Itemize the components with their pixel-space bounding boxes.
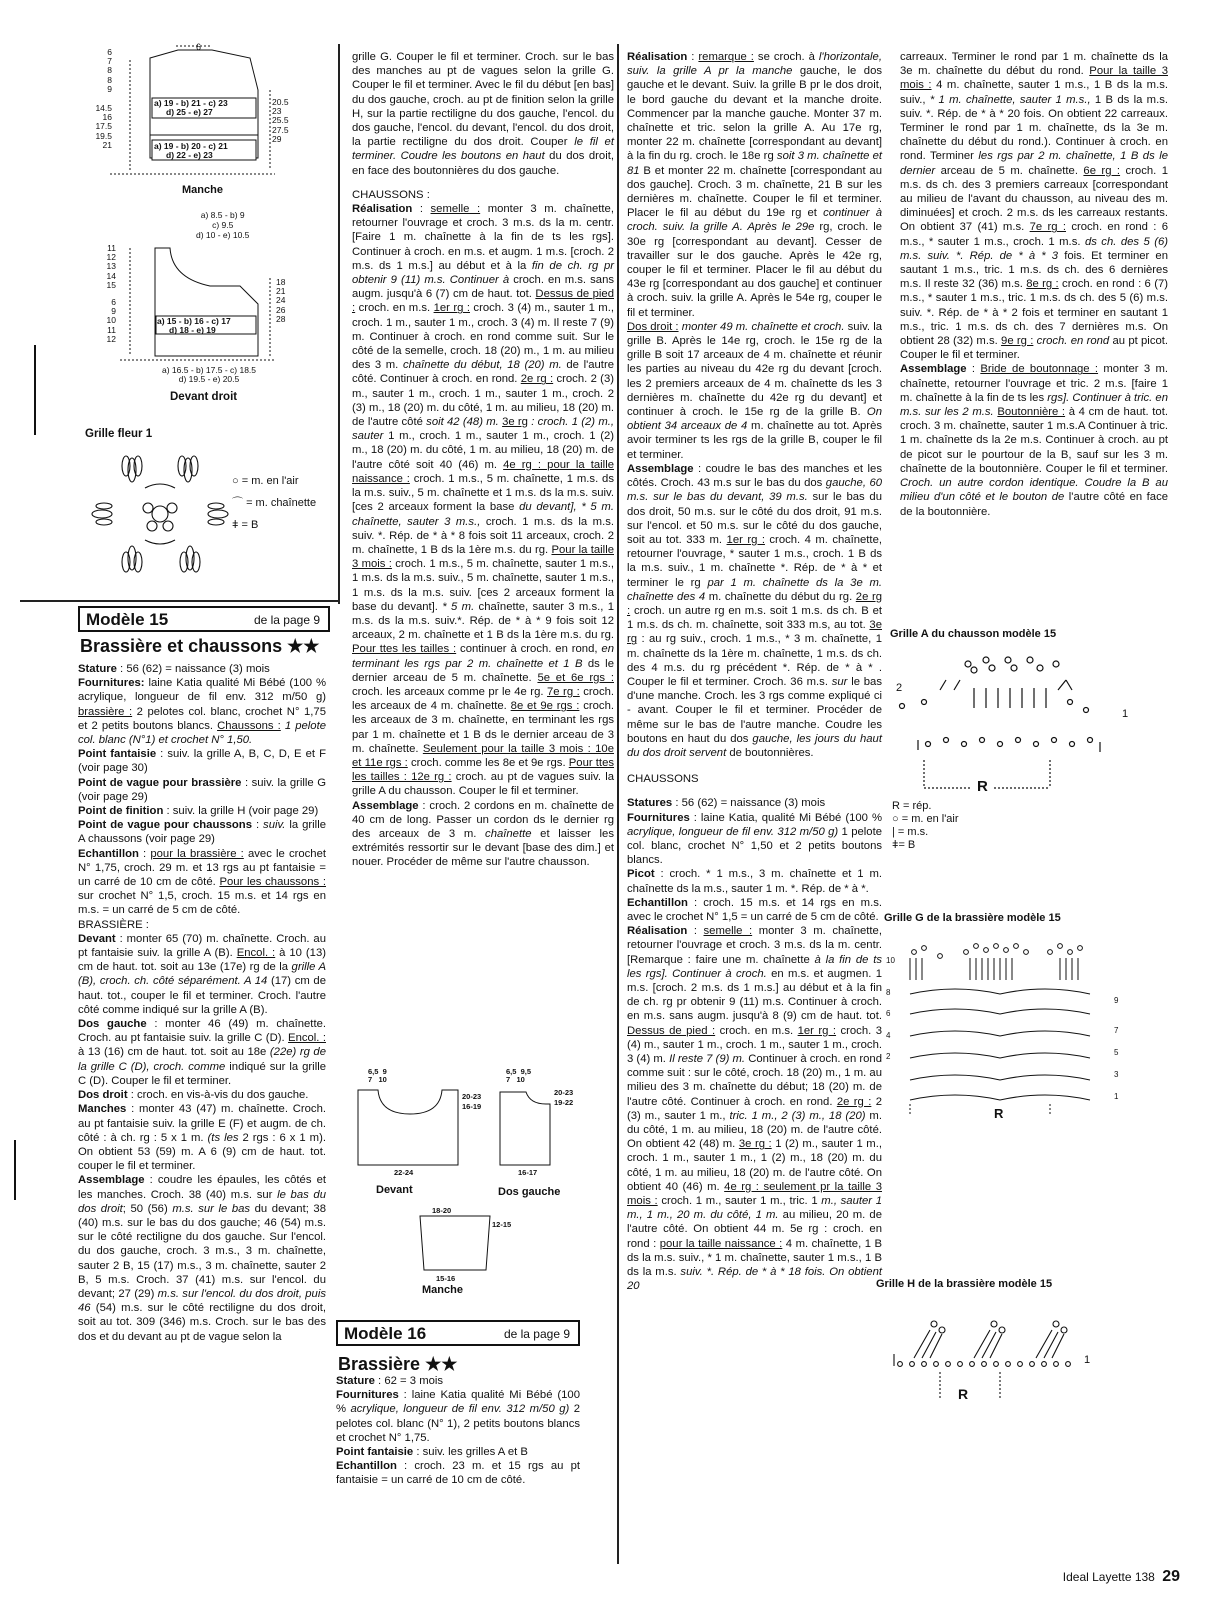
devant-dim: 12	[106, 333, 116, 344]
small-dos-dims	[506, 1068, 531, 1084]
dim: 10	[378, 1075, 387, 1084]
grid-g-title: Grille G de la brassière modèle 15	[884, 912, 1061, 924]
dim: 6,5	[368, 1067, 379, 1076]
manche-top-dim: 6	[196, 42, 202, 52]
grid-a-legend-row	[892, 813, 959, 826]
c1-p4: Point de finition : suiv. la grille H (voir page 29)	[78, 805, 319, 818]
fleur-legend-text: = B	[241, 519, 259, 531]
grid-h-title: Grille H de la brassière modèle 15	[876, 1278, 1053, 1290]
manche-dim: 17.5	[95, 121, 112, 132]
devant-row1	[157, 317, 231, 335]
c1-p3: Point de vague pour brassière : suiv. la grille G (voir page 29)	[78, 776, 326, 803]
c1-p0: Stature : 56 (62) = naissance (3) mois	[78, 663, 270, 675]
model-15-title: Brassière et chaussons ★★	[80, 636, 320, 656]
devant-top2: c) 9.5	[212, 220, 234, 230]
manche-dim: 14.5	[95, 103, 112, 114]
small-dos-label: Dos gauche	[498, 1186, 561, 1198]
manche-dim: 23	[272, 106, 282, 117]
c3-p0: Réalisation : remarque : se croch. à l'horizontale, suiv. la grille A pr la manche gauche, le dos gauche et le devant. Suiv. la grille B pr le dos droit, le bord gauche du devant et la manche droite. Commencer par la manche gauche. Monter 37 m. chaînette et tric. selon la grille A. Au 17e rg, monter 22 m. chaînette [correspondant au devant] à la fin du rg. croch. le 18e rg soit 3 m. chaînette et 81 B et monter 22 m. chaînette [correspondant au dos gauche]. Croch. 3 m. chaînette, 21 B sur les dernières m. chaînette. Couper le fil et terminer. Placer le fil au début du 19e rg et continuer à croch. suiv. la grille A. Après le 29e rg, croch. le 30e rg [correspondant au devant]. Cesser de travailler sur le dos gauche. Après le 42e rg, couper le fil et terminer. Placer le fil au début du 43e rg [correspondant au dos gauche] et continuer à croch. suiv. la grille A. Après le 54e rg, couper le fil et terminer.	[627, 51, 883, 319]
small-dos-right	[554, 1088, 573, 1108]
grid-a-title: Grille A du chausson modèle 15	[890, 628, 1057, 640]
devant-dim: 9	[111, 306, 116, 317]
manche-row1	[154, 99, 228, 117]
c2-p3: Assemblage : croch. 2 cordons en m. chaînette de 40 cm de long. Passer un cordon ds le dernier rg des arceaux de 3 m. chaînette et laisser les extrémités ressortir sur le devant [base des dim.] et nouer. Procéder de même sur l'autre chausson.	[352, 799, 614, 869]
dim: 7	[506, 1075, 511, 1084]
small-manche-right: 12-15	[492, 1220, 512, 1229]
dim: 20-23	[554, 1088, 574, 1097]
fleur-legend-row	[232, 492, 316, 514]
devant-row1-a: a) 15 - b) 16 - c) 17	[157, 316, 231, 326]
devant-dim: 28	[276, 313, 286, 324]
manche-dim: 27.5	[272, 124, 289, 135]
c1-p10: Dos droit : croch. en vis-à-vis du dos gauche.	[78, 1089, 309, 1102]
devant-row1-b: d) 18 - e) 19	[169, 325, 216, 335]
model-16-page: de la page 9	[503, 1327, 570, 1341]
manche-dim: 8	[107, 74, 112, 85]
margin-mark	[34, 345, 36, 435]
grid-g-row-label: 8	[886, 987, 891, 997]
c1-p9: Dos gauche : monter 46 (49) m. chaînette. Croch. au pt fantaisie suiv. la grille C (D). Encol. : à 13 (16) cm de haut. tot. soit au 18e (22e) rg de la grille C (D), croch. comme indiqué sur la grille C (D). Couper le fil et terminer.	[78, 1018, 327, 1087]
manche-dim: 21	[102, 139, 112, 150]
chain-air-icon: ○	[892, 813, 899, 825]
devant-dim: 11	[107, 324, 116, 335]
grid-g-repeat-label: R	[994, 1106, 1004, 1121]
manche-dim: 6	[107, 47, 112, 57]
manche-dim: 29	[272, 133, 282, 144]
grid-a-legend-text: = m. en l'air	[901, 813, 959, 825]
devant-top-dims	[196, 210, 249, 240]
devant-label: Devant droit	[170, 391, 238, 403]
manche-dim: 19.5	[95, 130, 112, 141]
devant-dim: 12	[106, 252, 116, 263]
column-rule-top	[20, 600, 340, 602]
manche-row2-a: a) 19 - b) 20 - c) 21	[154, 141, 228, 151]
c3-p6: Picot : croch. * 1 m.s., 3 m. chaînette et 1 m. chaînette ds la m.s., sauter 1 m. *. Rép. de * à *.	[627, 868, 882, 895]
grid-h-chart	[890, 1300, 1110, 1410]
dim: 9	[382, 1067, 387, 1076]
fleur-legend-row	[232, 514, 316, 536]
grid-h-repeat-label: R	[958, 1386, 969, 1402]
manche-dim: 16	[102, 112, 112, 123]
fleur-legend-row	[232, 470, 316, 492]
devant-dim: 24	[276, 295, 286, 306]
grid-a-legend-repeat: R = rép.	[892, 800, 932, 812]
model-15-page: de la page 9	[253, 613, 320, 627]
grid-g-row-label: 5	[1114, 1048, 1119, 1057]
manche-row2-b: d) 22 - e) 23	[166, 150, 213, 160]
column-rule-2	[617, 44, 619, 1564]
fleur-legend	[232, 470, 316, 536]
treble-icon: ǂ	[892, 839, 899, 851]
manche-row1-a: a) 19 - b) 21 - c) 23	[154, 98, 228, 108]
c1-p11: Manches : monter 43 (47) m. chaînette. Croch. au pt fantaisie suiv. la grille E (F) et augm. de ch. côté : à ch. rg : 5 x 1 m. (ts les 2 rgs : 6 x 1 m). On obtient 53 (59) m. A 6 (9) cm de haut. tot. couper le fil et terminer.	[78, 1103, 326, 1173]
devant-top1: a) 8.5 - b) 9	[200, 210, 245, 220]
fleur-legend-text: = m. en l'air	[241, 475, 299, 487]
c2-p0: grille G. Couper le fil et terminer. Croch. sur le bas des manches au pt de vagues selon la grille G. Couper le fil et terminer. Avec le fil du début [en bas] du dos gauche, croch. au pt de finition selon la grille H, sur la partie rectiligne du dos gauche, l'encol. du dos gauche, l'encol. du devant, l'encol. du dos droit, la partie rectiligne du dos droit. Couper le fil et terminer. Coudre les boutons en haut du dos droit, en face des boutonnières du dos gauche.	[352, 51, 615, 177]
devant-dim: 21	[276, 286, 286, 297]
grid-g-chart	[900, 940, 1120, 1120]
grid-g-top-row	[910, 944, 1082, 980]
c1-p7: BRASSIÈRE :	[78, 918, 149, 931]
grid-g-right-rows	[1114, 990, 1118, 1108]
devant-bottom-dims	[162, 366, 256, 384]
dim: 19-22	[554, 1098, 574, 1107]
grid-a-legend-row	[892, 826, 959, 839]
devant-top3: d) 10 - e) 10.5	[196, 230, 250, 240]
column-4	[900, 50, 1168, 519]
manche-dim: 9	[107, 83, 112, 94]
manche-diagram	[100, 40, 290, 200]
c1-p12: Assemblage : coudre les épaules, les côtés et les manches. Croch. 38 (40) m.s. sur le bas du dos droit; 50 (56) m.s. sur le bas du devant; 38 (40) m.s. sur le bas du dos gauche; 46 (54) m.s. sur le côté rectiligne du dos gauche. Sur l'encol. du dos gauche, croch. 3 m.s., 3 m. chaînette, sauter 2 B, 15 (17) m.s., 3 m. chaînette, sauter 2 B, 5 m.s. Croch. 37 (41) m.s. sur l'encol. du devant; 27 (29) m.s. sur l'encol. du dos droit, puis 46 (54) m.s. sur le côté rectiligne du dos droit, soit au tot. 309 (346) m.s. Croch. sur le bas des dos et du devant au pt de vague selon la	[78, 1174, 326, 1343]
devant-bottom2: d) 19.5 - e) 20.5	[178, 374, 240, 384]
small-devant-bottom: 22-24	[394, 1168, 414, 1177]
column-2	[352, 50, 614, 870]
manche-label: Manche	[182, 184, 223, 196]
c3-p5: Fournitures : laine Katia, qualité Mi Bébé (100 % acrylique, longueur de fil env. 312 m/50 g) 1 pelote col. blanc, crochet N° 1,50 et 2 petits boutons blancs.	[627, 811, 882, 867]
small-manche-top: 18-20	[432, 1206, 452, 1215]
c3-p2: Assemblage : coudre le bas des manches et les côtés. Croch. 43 m.s sur le bas du dos gauche, 60 m.s. sur le bas du devant, 39 m.s. sur le bas du dos droit, 50 m.s. sur le côté du dos droit, 91 m.s. sur l'encol. et 50 m.s. sur le côté du dos gauche, soit au tot. 333 m. 1er rg : croch. 4 m. chaînette, retourner l'ouvrage, * sauter 1 m.s., croch. 1 B ds la m.s. suiv., 1 m. chaînette *. Rép. de * à * et terminer le rg par 1 m. chaînette ds la 3e m. chaînette des 4 m. chaînette du début du rg. 2e rg : croch. un autre rg en m.s. soit 1 m.s. ds ch. B et 1 m.s. ds ch. m. chaînette, soit 333 m.s, au tot. 3e rg : au rg suiv., croch. 1 m.s., * 3 m. chaînette, 1 m. chaînette ds la 1ère m. chaînette, 1 m.s. ds ch. des 4 m.s. du rg précédent *. Rép. de * à * . Couper le fil et terminer. Croch. 36 m.s. sur le bas d'une manche. Croch. les 3 rgs comme expliqué ci - avant. Couper le fil et terminer. Procéder de même sur le bas de l'autre manche. Coudre les boutons en haut du dos gauche, les jours du haut du dos droit servent de boutonnières.	[627, 462, 883, 759]
small-devant-dims	[368, 1068, 387, 1084]
grid-g-row-label: 1	[1114, 1092, 1119, 1101]
devant-diagram	[110, 238, 300, 368]
grid-a-repeat-label: R	[977, 778, 988, 795]
grid-g-row-label: 4	[886, 1030, 891, 1040]
grid-g-row-label: 6	[886, 1009, 891, 1018]
grid-a-legend-text: = m.s.	[897, 826, 929, 838]
grid-h-row-label: 1	[1084, 1354, 1091, 1366]
devant-dim: 6	[111, 297, 116, 308]
c2b-p1: Fournitures : laine Katia qualité Mi Bébé (100 % acrylique, longueur de fil env. 312 m/50 g) 2 pelotes col. blanc (N° 1), 2 petits boutons blancs et crochet N° 1,75.	[336, 1389, 580, 1444]
chain-air-icon: ○	[232, 475, 239, 487]
small-dos-bottom: 16-17	[518, 1168, 538, 1177]
small-manche-bottom: 15-16	[436, 1274, 456, 1283]
small-devant-right	[462, 1092, 481, 1112]
devant-dim: 10	[106, 315, 116, 326]
model-16-label: Modèle 16	[344, 1324, 427, 1343]
model-16-header	[336, 1320, 580, 1346]
manche-right-dims	[272, 98, 289, 144]
manche-dim: 8	[107, 65, 112, 76]
column-rule-1	[338, 44, 340, 604]
c1-p1: Fournitures: laine Katia qualité Mi Bébé (100 % acrylique, longueur de fil env. 312 m/50 g) brassière : 2 pelotes col. blanc, crochet N° 1,75 et 2 petits boutons blancs. Chaussons : 1 pelote col. blanc (N°1) et crochet N° 1,50.	[78, 677, 327, 747]
grid-g-row-label: 10	[886, 956, 895, 965]
grid-g-row-label: 9	[1114, 996, 1119, 1005]
dim: 7	[368, 1075, 373, 1084]
dim: 16-19	[462, 1102, 482, 1111]
c3-p1: Dos droit : monter 49 m. chaînette et croch. suiv. la grille B. Après le 14e rg, croch. le 15e rg de la grille B soit 17 arceaux de 4 m. chaînette et réunir les parties au niveau du 42e rg du devant [croch. les 2 premiers arceaux de 4 m. chaînette ds les 3 dernières m. chaînette du 42e rg du devant] et continuer à croch. le 15e rg de la grille B. On obtient 34 arceaux de 4 m. chaînette au tot. Après avoir terminer ts les rgs de la grille B, couper le fil et terminer.	[627, 320, 883, 461]
grid-g-row-label: 2	[886, 1052, 891, 1061]
column-3	[627, 50, 882, 1293]
margin-mark	[14, 1140, 16, 1200]
single-crochet-icon: |	[892, 826, 895, 838]
devant-dim: 14	[106, 270, 116, 281]
dim: 6,5	[506, 1067, 517, 1076]
manche-row2	[154, 142, 228, 160]
devant-dim: 18	[276, 277, 286, 287]
manche-dim: 7	[107, 56, 112, 67]
page-footer	[1063, 1568, 1180, 1586]
devant-right-dims	[276, 278, 285, 324]
c3-p8: Réalisation : semelle : monter 3 m. chaînette, retourner l'ouvrage et croch. 3 m.s. ds la m. centr. [Remarque : faire une m. chaînette à la fin de ts les rgs]. Continuer à croch. en m.s. et augmen. 1 m.s. [croch. 2 m.s. ds 1 m.s.] au début et à la fin de ch. rg pr obtenir 9 (11) m.s. Continuer à croch. en m.s. sans augm. jusqu'à 8 (9) cm de haut. tot. Dessus de pied : croch. en m.s. 1er rg : croch. 3 (4) m., sauter 1 m., croch. 1 m., sauter 1 m., croch. 3 (4) m. Il reste 7 (9) m. Continuer à croch. en rond comme suit : sur le côté, croch. 18 (20) m., 1 m. au milieu des 3 m. chaînette du début; 18 (20) m. de l'autre côté. Continuer à croch. en rond. 2e rg : 2 (3) m., sauter 1 m., tric. 1 m., 2 (3) m., 18 (20) m. du côté, 1 m. au milieu, 18 (20) m. de l'autre côté. On obtient 42 (48) m. 3e rg : 1 (2) m., sauter 1 m., croch. 1 m., sauter 1 m., 1 (2) m., 18 (20) m. du côté, 1 m. au milieu, 18 (20) m. de l'autre côté. On obtient 40 (46) m. 4e rg : seulement pr la taille 3 mois : croch. 1 m., sauter 1 m., tric. 1 m., sauter 1 m., 1 m., 20 m. du côté, 1 m. au milieu, 20 m. de l'autre côté. On obtient 44 m. 5e rg : croch. en rond : pour la taille naissance : 4 m. chaînette, 1 B ds la m.s. suiv., * 1 m. chaînette, sauter 1 m.s., 1 B ds la m.s. suiv. *. Rép. de * à * 18 fois. On obtient 20	[627, 925, 882, 1293]
c2-p2: Réalisation : semelle : monter 3 m. chaînette, retourner l'ouvrage et croch. 3 m.s. ds la m. centr. [Faire 1 m. chaînette à la fin de ts les rgs]. Continuer à croch. en m.s. et augm. 1 m.s. [croch. 2 m.s. ds 1 m.s.] au début et à la fin de ch. rg pr obtenir 9 (11) m.s. Continuer à croch. en m.s. sans augm. jusqu'à 6 (7) cm de haut. tot. Dessus de pied : croch. en m.s. 1er rg : croch. 3 (4) m., sauter 1 m., croch. 1 m., sauter 1 m., croch. 3 (4) m. Il reste 7 (9) m. Continuer à croch. en rond comme suit. Sur le côté de la semelle, croch. 18 (20) m., 1 m. au milieu des 3 m. chaînette du début, 18 (20) m. de l'autre côté. Continuer à croch. en rond. 2e rg : croch. 2 (3) m., sauter 1 m., croch. 1 m., sauter 1 m., croch. 2 (3) m., 18 (20) m. du côté, 1 m. au milieu, 18 (20) m. de l'autre côté soit 42 (48) m. 3e rg : croch. 1 (2) m., sauter 1 m., croch. 1 m., sauter 1 m., croch. 1 (2) m., 18 (20) m. du côté, 1 m. au milieu, 18 (20) m. de l'autre côté soit 40 (46) m. 4e rg : pour la taille naissance : croch. 1 m.s., 5 m. chaînette, 1 m.s. ds la m.s. suiv., 5 m. chaînette et 1 m.s. ds la m.s. suiv. [ces 2 arceaux forment la base du devant], * 5 m. chaînette, sauter 3 m.s., croch. 1 m.s. ds la m.s. suiv. *. Rép. de * à * 8 fois soit 11 arceaux, croch. 2 m. chaînette, 1 B ds la 1ère m.s. du rg. Pour la taille 3 mois : croch. 1 m.s., 5 m. chaînette, sauter 1 m.s., 1 m.s. ds la m.s. suiv., 5 m. chaînette, sauter 1 m.s., 1 m.s. ds la m.s. suiv. [ces 2 arceaux forment la base du devant]. * 5 m. chaînette, sauter 3 m.s., 1 m.s. ds la m.s. suiv.*. Rép. de * à * 9 fois soit 12 arceaux, 2 m. chaînette et 1 B ds la 1ère m.s. du rg. Pour ttes les tailles : continuer à croch. en rond, en terminant les rgs par 2 m. chaînette et 1 B ds le dernier arceau de 5 m. chaînette. 5e et 6e rgs : croch. les arceaux comme pr le 4e rg. 7e rg : croch. les arceaux de 4 m. chaînette. 8e et 9e rgs : croch. les arceaux de 3 m. chaînette, en terminant les rgs par 1 m. chaînette et 1 B ds le dernier arceau de 3 m. chaînette. Seulement pour la taille 3 mois : 10e et 11e rgs : croch. comme les 8e et 9e rgs. Pour ttes les tailles : 12e rg : croch. au pt de vagues suiv. la grille A du chausson. Couper le fil et terminer.	[352, 203, 615, 798]
grid-g-row-label: 3	[1114, 1070, 1119, 1079]
c2b-p0: Stature : 62 = 3 mois	[336, 1375, 444, 1387]
model-15-header	[78, 606, 330, 632]
column-2b	[336, 1374, 580, 1488]
manche-row1-b: d) 25 - e) 27	[166, 107, 213, 117]
c4-p1: Assemblage : Bride de boutonnage : monter 3 m. chaînette, retourner l'ouvrage et tric. 2 m.s. [faire 1 m. chaînette à la fin de ts les rgs]. Continuer à tric. en m.s. sur les 2 m.s. Boutonnière : à 4 cm de haut. tot. croch. 3 m. chaînette, sauter 1 m.s.A Continuer à tric. 1 m. chaînette ds la 2e m.s. Continuer à croch. au pt de picot sur le pourtour de la B, sauf sur les 3 m. chaînette de la boutonnière. Couper le fil et terminer. Croch. un autre cordon identique. Coudre la B au milieu d'un côté et le bouton de l'autre côté en face de la boutonnière.	[900, 363, 1169, 518]
c3-p7: Echantillon : croch. 15 m.s. et 14 rgs en m.s. avec le crochet N° 1,5 = un carré de 5 cm de côté.	[627, 896, 882, 923]
c1-p5: Point de vague pour chaussons : suiv. la grille A chaussons (voir page 29)	[78, 819, 326, 846]
model-15-label: Modèle 15	[86, 610, 169, 629]
c1-p2: Point fantaisie : suiv. la grille A, B, C, D, E et F (voir page 30)	[78, 748, 326, 775]
c3-p4: Statures : 56 (62) = naissance (3) mois	[627, 797, 826, 810]
devant-dim: 15	[106, 279, 116, 290]
c3-p3: CHAUSSONS	[627, 773, 699, 786]
devant-dim: 26	[276, 304, 286, 315]
c2b-p2: Point fantaisie : suiv. les grilles A et B	[336, 1446, 528, 1459]
grid-a-legend	[892, 800, 959, 852]
grid-a-legend-row	[892, 839, 959, 852]
dim: 9,5	[520, 1067, 532, 1076]
fleur-title: Grille fleur 1	[85, 428, 153, 440]
small-manche-label: Manche	[422, 1284, 463, 1296]
dim: 20-23	[462, 1092, 482, 1101]
grid-g-left-rows	[886, 950, 895, 1068]
fleur-diagram	[90, 448, 230, 588]
slip-stitch-icon: ⌒	[232, 497, 243, 509]
c4-p0: carreaux. Terminer le rond par 1 m. chaînette ds la 3e m. chaînette du début du rond. Pour la taille 3 mois : 4 m. chaînette, sauter 1 m.s., 1 B ds la m.s. suiv., * 1 m. chaînette, sauter 1 m.s., 1 B ds la m.s. suiv. *. Rép. de * à * 20 fois. On obtient 22 carreaux. Terminer le rond par 1 m. chaînette, ds la 3e m. chaînette du début du rond.). Continuer à croch. en rond. Terminer les rgs par 2 m. chaînette, 1 B ds le dernier arceau de 5 m. chaînette. 6e rg : croch. 1 m.s. ds ch. des 3 premiers carreaux [correspondant au milieu de l'avant du chausson, au niveau des m. diminuées] et croch. 2 m.s. ds les carreaux restants. On obtient 37 (41) m.s. 7e rg : croch. en rond : 6 m.s., * sauter 1 m.s., croch. 1 m.s. ds ch. des 5 (6) m.s. suiv. *. Rép. de * à * 3 fois. Et terminer en sautant 1 m.s., tric. 1 m.s. ds ch. des 6 dernières m.s. Il reste 32 (36) m.s. 8e rg : croch. en rond : 6 (7) m.s., * sauter 1 m.s., tric. 1 m.s. ds ch. des 5 (6) m.s. suiv. *. Rép. de * à * 2 fois et terminer en sautant 1 m.s., tric. 1 m.s. ds ch. des 7 dernières m.s. On obtient 28 (32) m.s. 9e rg : croch. en rond au pt picot. Couper le fil et terminer.	[900, 51, 1169, 362]
devant-dim: 11	[107, 243, 116, 253]
c2-p1: CHAUSSONS :	[352, 188, 430, 201]
manche-dim: 20.5	[272, 97, 289, 107]
page-number: 29	[1162, 1568, 1180, 1585]
grid-a-row1-label: 1	[1122, 708, 1129, 720]
dim: 10	[516, 1075, 525, 1084]
small-devant-label: Devant	[376, 1184, 413, 1196]
column-1	[78, 662, 326, 1344]
grid-g-row-label: 7	[1114, 1026, 1119, 1035]
grid-a-row2-label: 2	[896, 682, 903, 694]
devant-bottom1: a) 16.5 - b) 17.5 - c) 18.5	[162, 365, 257, 375]
manche-left-dims	[90, 48, 112, 150]
manche-dim: 25.5	[272, 115, 289, 126]
c2b-p3: Echantillon : croch. 23 m. et 15 rgs au pt fantaisie = un carré de 10 cm de côté.	[336, 1460, 580, 1487]
c1-p8: Devant : monter 65 (70) m. chaînette. Croch. au pt fantaisie suiv. la grille A (B). Encol. : à 10 (13) cm de haut. tot. soit au 13e (17e) rg de la grille A (B), croch. ch. côté séparément. A 14 (17) cm de haut. tot., couper le fil et terminer. Croch. l'autre côté comme indiqué sur la grille A (B).	[78, 932, 326, 1016]
model-16-title: Brassière ★★	[338, 1354, 458, 1374]
c1-p6: Echantillon : pour la brassière : avec le crochet N° 1,75, croch. 29 m. et 13 rgs au pt fantaisie = un carré de 10 cm de côté. Pour les chaussons : sur crochet N° 1,5, croch. 15 m.s. et 14 rgs en m.s. = un carré de 5 cm de côté.	[78, 847, 326, 917]
treble-icon: ǂ	[232, 519, 239, 531]
grid-a-legend-text: = B	[898, 839, 916, 851]
grid-a-chart	[890, 650, 1150, 800]
devant-dim: 13	[106, 261, 116, 272]
magazine-name: Ideal Layette 138	[1062, 1570, 1155, 1584]
fleur-legend-text: = m. chaînette	[246, 497, 317, 509]
devant-left-dims	[96, 244, 116, 344]
